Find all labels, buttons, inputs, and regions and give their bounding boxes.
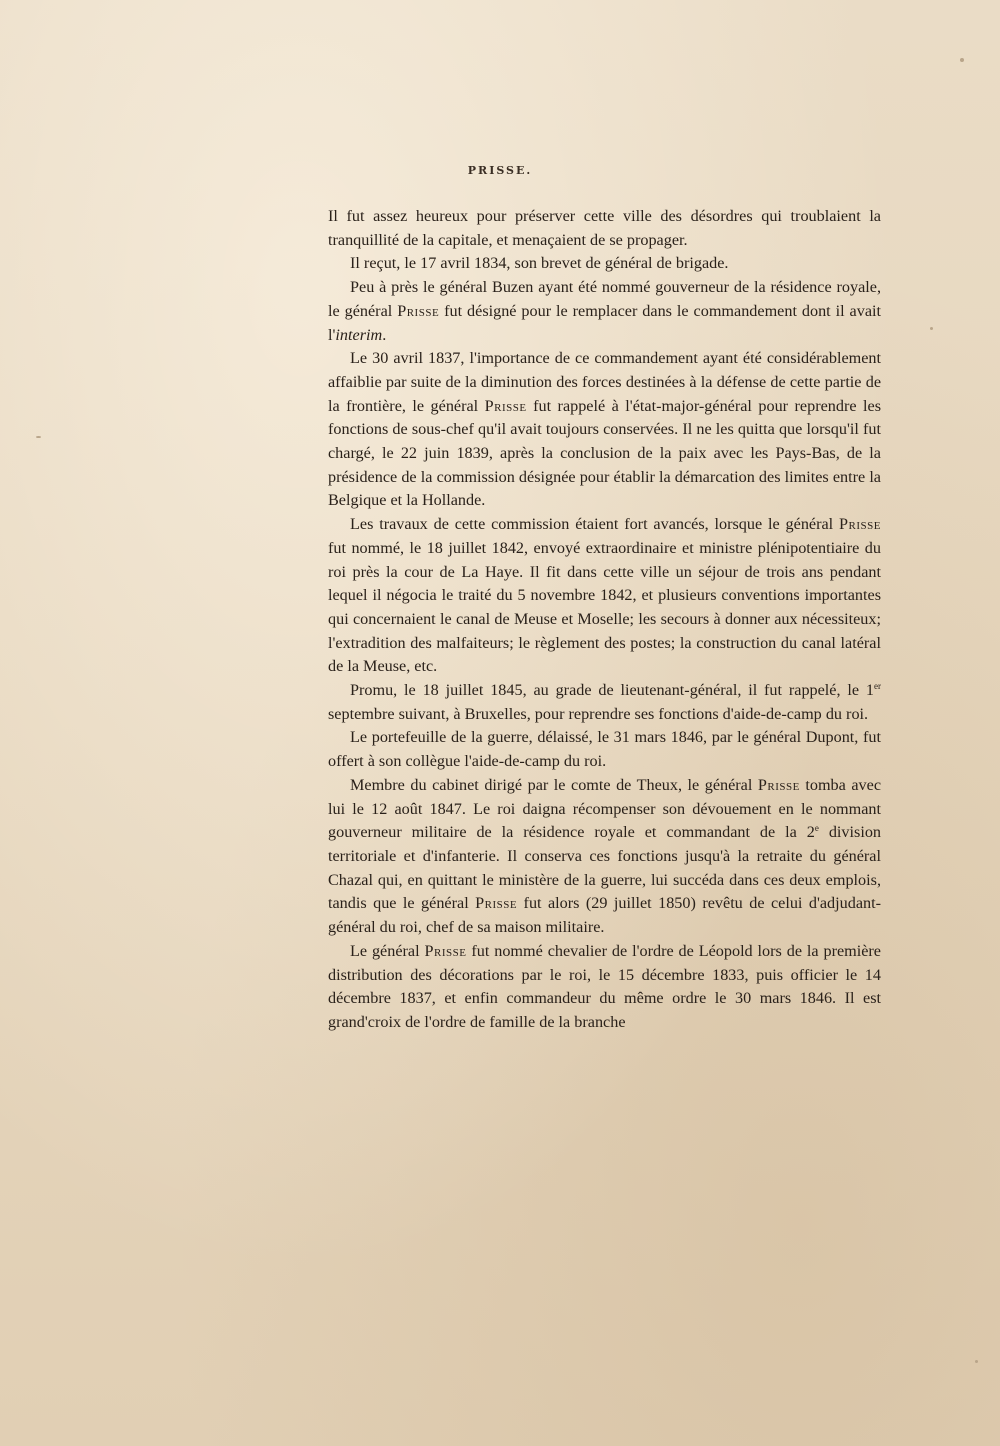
italic-term: interim <box>335 325 383 344</box>
running-head: PRISSE. <box>467 164 533 177</box>
superscript: e <box>814 823 819 834</box>
paragraph-7: Le portefeuille de la guerre, délaissé, le 31 mars 1846, par le général Dupont, fut offert à son collègue l'aide-de-camp du roi. <box>328 728 881 771</box>
paragraph-5: Les travaux de cette commission étaient fort avancés, lorsque le général Prisse fut nommé, le 18 juillet 1842, envoyé extraordinaire et ministre plénipotentiaire du roi près la cour de La Haye. Il fit dans cette ville un séjour de trois ans pendant lequel il négocia le traité du 5 novembre 1842, et plusieurs conventions importantes qui concernaient le canal de Meuse et Moselle; les secours à donner aux nécessiteux; l'extradition des malfaiteurs; le règlement des postes; la construction du canal latéral de la Meuse, etc. <box>328 515 881 676</box>
paper-speck <box>930 327 933 330</box>
name-prisse: Prisse <box>475 894 518 913</box>
body-text <box>328 205 881 1035</box>
name-prisse: Prisse <box>839 515 881 534</box>
paper-speck <box>975 1360 978 1363</box>
paragraph-4: Le 30 avril 1837, l'importance de ce commandement ayant été considérablement affaiblie par suite de la diminution des forces destinées à la défense de cette partie de la frontière, le général Prisse fut rappelé à l'état-major-général pour reprendre les fonctions de sous-chef qu'il avait toujours conservées. Il ne les quitta que lorsqu'il fut chargé, le 22 juin 1839, après la conclusion de la paix avec les Pays-Bas, de la présidence de la commission désignée pour établir la démarcation des limites entre la Belgique et la Hollande. <box>328 349 881 510</box>
name-prisse: Prisse <box>484 396 527 415</box>
name-prisse: Prisse <box>424 941 467 960</box>
paragraph-9: Le général Prisse fut nommé chevalier de l'ordre de Léopold lors de la première distribution des décorations par le roi, le 15 décembre 1833, puis officier le 14 décembre 1837, et enfin commandeur du même ordre le 30 mars 1846. Il est grand'croix de l'ordre de famille de la branche <box>328 941 881 1031</box>
name-prisse: Prisse <box>757 775 800 794</box>
superscript: er <box>874 681 881 692</box>
paper-speck <box>960 58 964 62</box>
paragraph-6: Promu, le 18 juillet 1845, au grade de lieutenant-général, il fut rappelé, le 1er septembre suivant, à Bruxelles, pour reprendre ses fonctions d'aide-de-camp du roi. <box>328 681 881 723</box>
paragraph-1: Il fut assez heureux pour préserver cette ville des désordres qui troublaient la tranquillité de la capitale, et menaçaient de se propager. <box>328 207 881 249</box>
paragraph-3: Peu à près le général Buzen ayant été nommé gouverneur de la résidence royale, le général Prisse fut désigné pour le remplacer dans le commandement dont il avait l'interim. <box>328 278 881 344</box>
paragraph-8: Membre du cabinet dirigé par le comte de Theux, le général Prisse tomba avec lui le 12 août 1847. Le roi daigna récompenser son dévouement en le nommant gouverneur militaire de la résidence royale et commandant de la 2e division territoriale et d'infanterie. Il conserva ces fonctions jusqu'à la retraite du général Chazal qui, en quittant le ministère de la guerre, lui succéda dans ces deux emplois, tandis que le général Prisse fut alors (29 juillet 1850) revêtu de celui d'adjudant-général du roi, chef de sa maison militaire. <box>328 775 882 937</box>
paragraph-2: Il reçut, le 17 avril 1834, son brevet de général de brigade. <box>350 254 729 273</box>
name-prisse: Prisse <box>397 301 440 320</box>
paper-speck <box>36 436 41 438</box>
